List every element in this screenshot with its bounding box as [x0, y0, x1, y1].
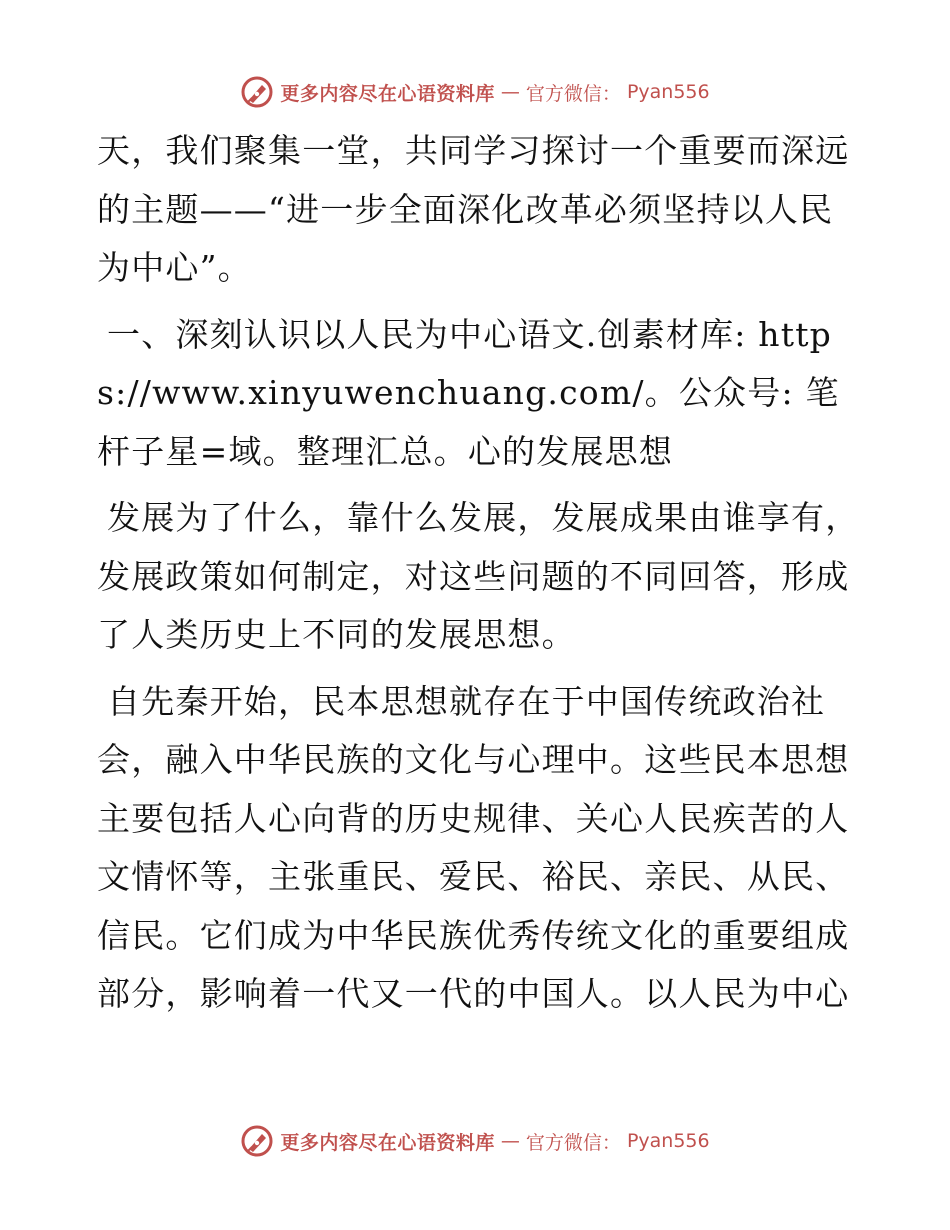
- pen-nib-logo-icon: [240, 1124, 274, 1158]
- header-wechat-id: Pyan556: [626, 81, 710, 103]
- header-watermark: [0, 72, 950, 112]
- pen-nib-logo-icon: [240, 75, 274, 109]
- footer-brand-text: 更多内容尽在心语资料库: [280, 1131, 495, 1154]
- paragraph-3: 发展为了什么，靠什么发展，发展成果由谁享有，发展政策如何制定，对这些问题的不同回答，形成了人类历史上不同的发展思想。: [97, 498, 860, 654]
- paragraph-1: 天，我们聚集一堂，共同学习探讨一个重要而深远的主题——“进一步全面深化改革必须坚持以人民为中心”。: [97, 131, 850, 287]
- footer-wechat-label: 官方微信：: [525, 1131, 621, 1154]
- footer-wechat-id: Pyan556: [626, 1130, 710, 1152]
- header-wechat-label: 官方微信：: [525, 82, 621, 105]
- document-body: [97, 122, 867, 1032]
- footer-watermark: [0, 1121, 950, 1161]
- header-dash: —: [500, 81, 520, 103]
- footer-dash: —: [500, 1130, 520, 1152]
- paragraph-4: 自先秦开始，民本思想就存在于中国传统政治社会，融入中华民族的文化与心理中。这些民本思想主要包括人心向背的历史规律、关心人民疾苦的人文情怀等，主张重民、爱民、裕民、亲民、从民、信民。它们成为中华民族优秀传统文化的重要组成部分，影响着一代又一代的中国人。以人民为中心: [97, 681, 850, 1013]
- header-brand-text: 更多内容尽在心语资料库: [280, 82, 495, 105]
- paragraph-2: 一、深刻认识以人民为中心语文.创素材库: https://www.xinyuwenchuang.com/。公众号: 笔杆子星=域。整理汇总。心的发展思想: [97, 314, 840, 471]
